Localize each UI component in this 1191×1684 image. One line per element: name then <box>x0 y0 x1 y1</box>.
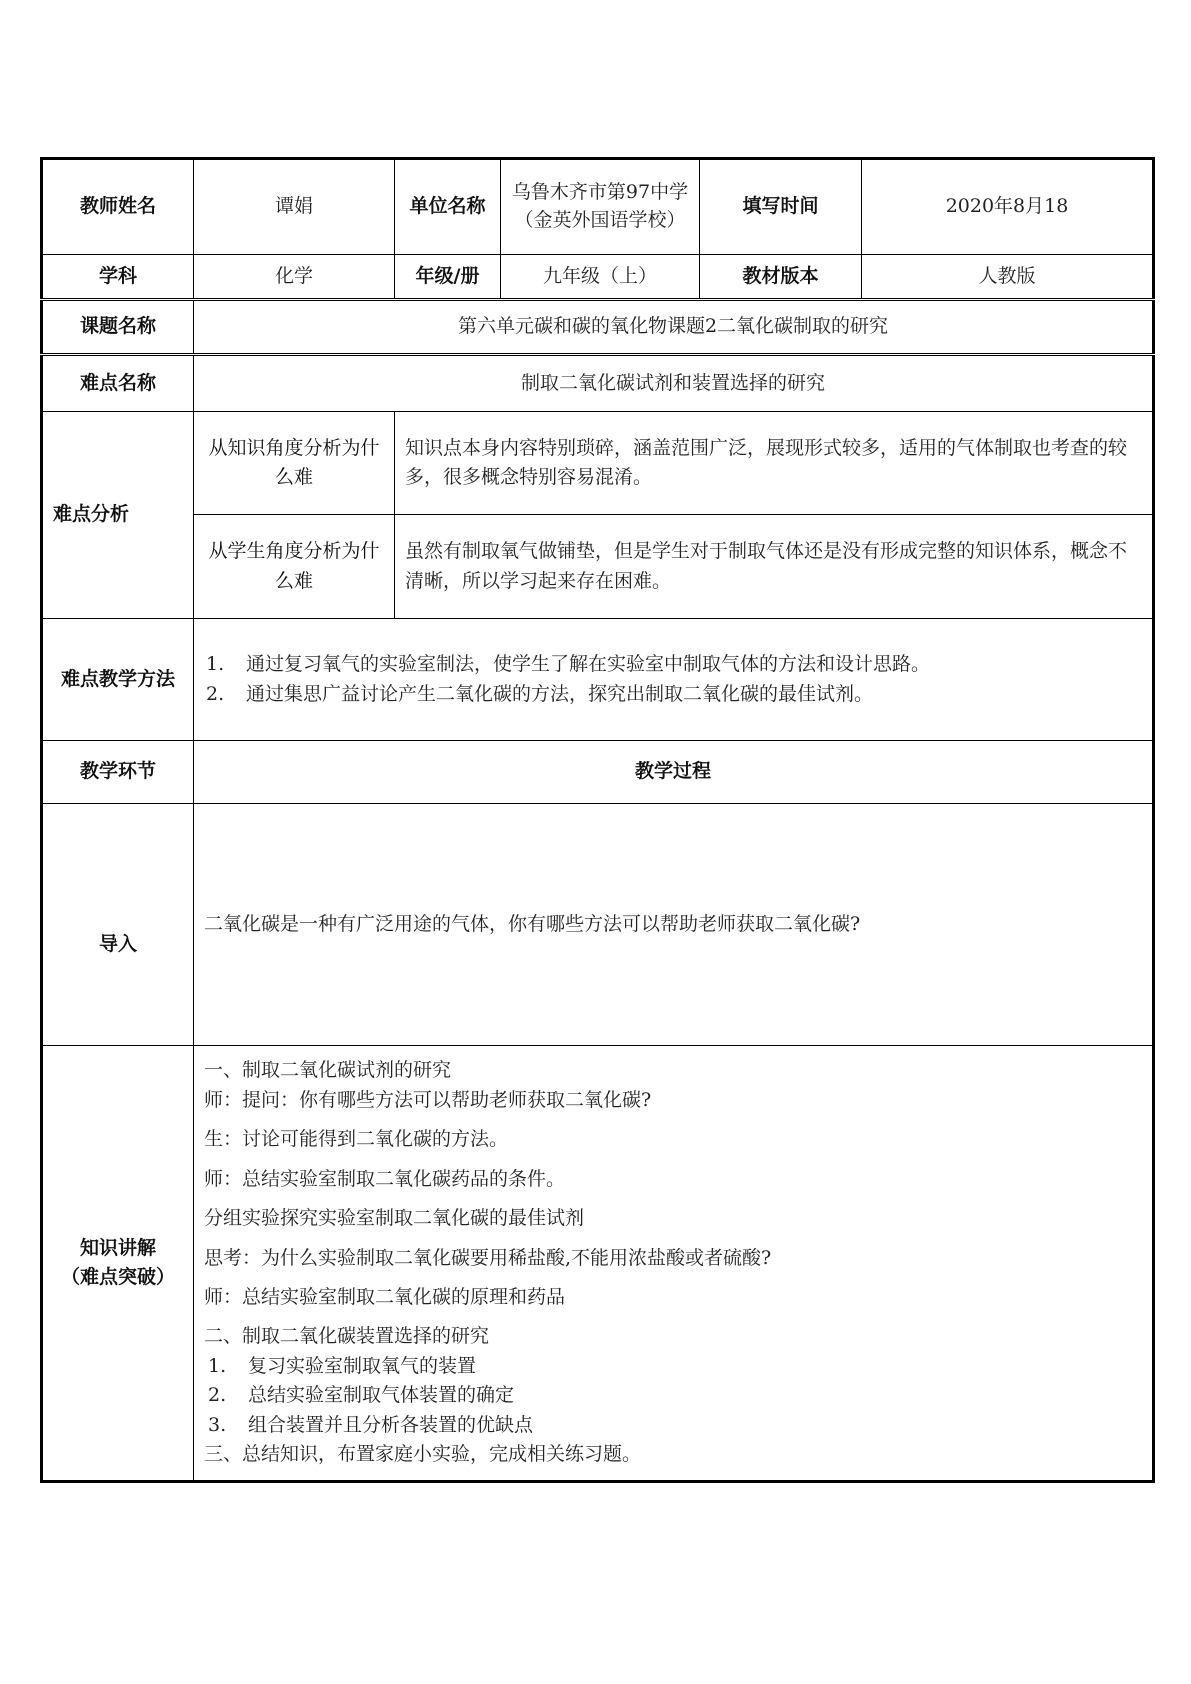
knowledge-angle-text: 知识点本身内容特别琐碎，涵盖范围广泛，展现形式较多，适用的气体制取也考查的较多，很多概念特别容易混淆。 <box>395 412 1154 515</box>
teacher-name: 谭娟 <box>194 159 395 255</box>
row-subject <box>42 255 1154 300</box>
knowledge-line: 一、制取二氧化碳试剂的研究 <box>204 1059 452 1082</box>
device-step <box>204 1352 1144 1381</box>
knowledge-line: 二、制取二氧化碳装置选择的研究 <box>204 1325 490 1348</box>
knowledge-label-line1: 知识讲解 <box>79 1236 156 1259</box>
student-angle-text: 虽然有制取氧气做铺垫，但是学生对于制取气体还是没有形成完整的知识体系，概念不清晰，所以学习起来存在困难。 <box>395 515 1154 619</box>
row-process-header <box>42 741 1154 804</box>
device-step <box>204 1411 1144 1440</box>
methods-label: 难点教学方法 <box>42 619 194 741</box>
difficulty-label: 难点名称 <box>42 355 194 412</box>
row-methods <box>42 619 1154 741</box>
knowledge-line: 思考：为什么实验制取二氧化碳要用稀盐酸,不能用浓盐酸或者硫酸? <box>204 1246 772 1269</box>
intro-label: 导入 <box>42 804 194 1046</box>
grade-value: 九年级（上） <box>501 255 700 300</box>
date-value: 2020年8月18 <box>862 159 1154 255</box>
knowledge-line: 师：提问：你有哪些方法可以帮助老师获取二氧化碳? <box>204 1088 652 1111</box>
topic-label: 课题名称 <box>42 300 194 355</box>
method-text: 通过复习氧气的实验室制法，使学生了解在实验室中制取气体的方法和设计思路。 <box>246 653 931 676</box>
row-analysis-student <box>42 515 1154 619</box>
subject-value: 化学 <box>194 255 395 300</box>
device-step <box>204 1381 1144 1410</box>
knowledge-closing: 三、总结知识，布置家庭小实验，完成相关练习题。 <box>204 1443 642 1466</box>
row-teacher <box>42 159 1154 255</box>
method-text: 通过集思广益讨论产生二氧化碳的方法，探究出制取二氧化碳的最佳试剂。 <box>246 682 874 705</box>
knowledge-line: 分组实验探究实验室制取二氧化碳的最佳试剂 <box>204 1207 585 1230</box>
knowledge-line: 生：讨论可能得到二氧化碳的方法。 <box>204 1128 509 1151</box>
date-label: 填写时间 <box>700 159 862 255</box>
method-number: 1. <box>206 653 225 676</box>
device-step-text: 复习实验室制取氧气的装置 <box>248 1354 477 1377</box>
unit-name: 乌鲁木齐市第97中学（金英外国语学校） <box>501 159 700 255</box>
device-step-text: 总结实验室制取气体装置的确定 <box>248 1384 515 1407</box>
method-number: 2. <box>206 682 225 705</box>
student-angle-label: 从学生角度分析为什么难 <box>194 515 395 619</box>
edition-value: 人教版 <box>862 255 1154 300</box>
method-item <box>202 650 1144 679</box>
row-knowledge <box>42 1046 1154 1482</box>
process-header: 教学过程 <box>194 741 1154 804</box>
row-analysis-knowledge <box>42 412 1154 515</box>
device-step-number: 3. <box>208 1413 227 1436</box>
row-difficulty <box>42 355 1154 412</box>
knowledge-line: 师：总结实验室制取二氧化碳的原理和药品 <box>204 1286 566 1308</box>
analysis-label: 难点分析 <box>42 412 194 619</box>
topic-value: 第六单元碳和碳的氧化物课题2二氧化碳制取的研究 <box>194 300 1154 355</box>
device-step-number: 2. <box>208 1384 227 1407</box>
knowledge-line: 师：总结实验室制取二氧化碳药品的条件。 <box>204 1167 566 1190</box>
knowledge-label-line2: （难点突破） <box>60 1266 175 1288</box>
knowledge-content <box>194 1046 1154 1482</box>
row-topic <box>42 300 1154 355</box>
method-item <box>202 680 1144 709</box>
intro-text: 二氧化碳是一种有广泛用途的气体，你有哪些方法可以帮助老师获取二氧化碳? <box>194 804 1154 1046</box>
grade-label: 年级/册 <box>395 255 501 300</box>
teacher-label: 教师姓名 <box>42 159 194 255</box>
knowledge-label <box>42 1046 194 1482</box>
edition-label: 教材版本 <box>700 255 862 300</box>
difficulty-value: 制取二氧化碳试剂和装置选择的研究 <box>194 355 1154 412</box>
device-step-number: 1. <box>208 1354 227 1377</box>
unit-label: 单位名称 <box>395 159 501 255</box>
device-step-text: 组合装置并且分析各装置的优缺点 <box>248 1413 534 1436</box>
methods-list <box>194 619 1154 741</box>
subject-label: 学科 <box>42 255 194 300</box>
stage-header: 教学环节 <box>42 741 194 804</box>
lesson-plan-table <box>40 157 1155 1483</box>
knowledge-angle-label: 从知识角度分析为什么难 <box>194 412 395 515</box>
row-intro <box>42 804 1154 1046</box>
